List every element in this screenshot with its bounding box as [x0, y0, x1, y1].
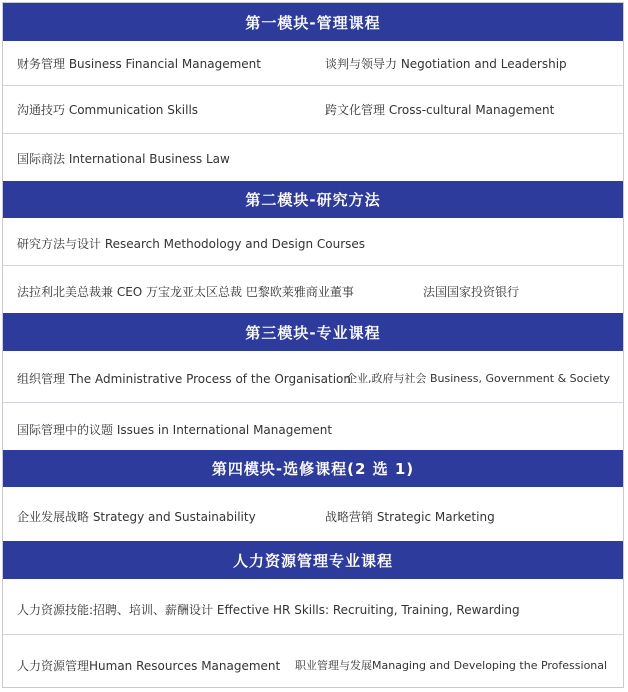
- course-item: 沟通技巧 Communication Skills: [17, 103, 199, 117]
- course-item: 跨文化管理 Cross-cultural Management: [325, 103, 555, 117]
- table-row: [3, 403, 623, 450]
- table-row: [3, 266, 623, 313]
- course-item: 企业发展战略 Strategy and Sustainability: [17, 510, 256, 524]
- module-4-header: [3, 450, 623, 487]
- course-item: 国际商法 International Business Law: [17, 152, 230, 166]
- module-3-title: 第三模块-专业课程: [245, 323, 381, 342]
- table-row: [3, 218, 623, 266]
- curriculum-table: [2, 2, 624, 688]
- table-row: [3, 487, 623, 541]
- module-2-title: 第二模块-研究方法: [245, 191, 381, 209]
- module-hr-title: 人力资源管理专业课程: [232, 551, 393, 570]
- module-1-header: [3, 3, 623, 41]
- module-hr-header: [3, 541, 623, 579]
- course-item: 人力资源管理Human Resources Management: [17, 659, 281, 673]
- course-item: 组织管理 The Administrative Process of the Organisation: [17, 372, 352, 386]
- course-item: 谈判与领导力 Negotiation and Leadership: [325, 57, 567, 71]
- table-row: [3, 41, 623, 86]
- course-item: 财务管理 Business Financial Management: [17, 57, 261, 71]
- course-item: 国际管理中的议题 Issues in International Management: [17, 423, 333, 437]
- table-row: [3, 134, 623, 181]
- table-row: [3, 579, 623, 635]
- course-item: 研究方法与设计 Research Methodology and Design Courses: [17, 237, 366, 251]
- table-row: [3, 635, 623, 689]
- module-2-header: [3, 181, 623, 218]
- table-row: [3, 351, 623, 403]
- module-3-header: [3, 313, 623, 351]
- module-1-title: 第一模块-管理课程: [245, 13, 381, 32]
- course-item: 职业管理与发展Managing and Developing the Professional: [295, 659, 608, 672]
- course-item: 战略营销 Strategic Marketing: [325, 510, 495, 524]
- module-4-title: 第四模块-选修课程(2 选 1): [211, 460, 415, 478]
- table-row: [3, 86, 623, 134]
- course-item: 法拉利北美总裁兼 CEO 万宝龙亚太区总裁 巴黎欧莱雅商业董事: [17, 285, 354, 299]
- course-item: 法国国家投资银行: [423, 285, 520, 299]
- course-item: 企业,政府与社会 Business, Government & Society: [346, 372, 611, 385]
- course-item: 人力资源技能:招聘、培训、薪酬设计 Effective HR Skills: Recruiting, Training, Rewarding: [17, 603, 520, 617]
